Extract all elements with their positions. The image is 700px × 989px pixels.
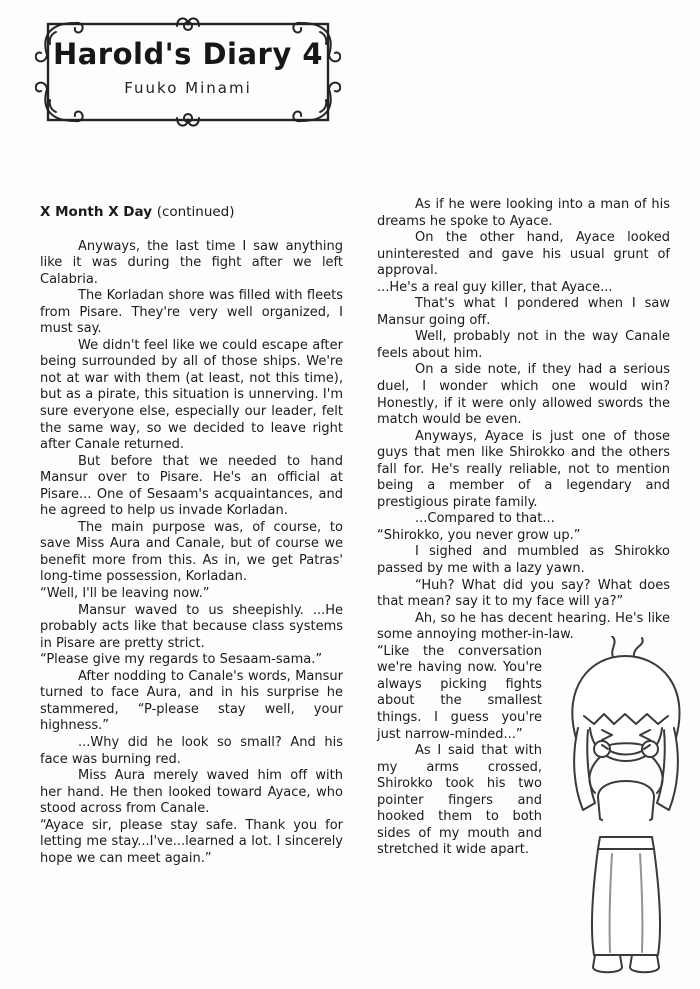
right-paragraphs-wrap bbox=[377, 644, 670, 859]
date-heading bbox=[40, 204, 343, 221]
diary-paragraph: Well, probably not in the way Canale feels about him. bbox=[377, 329, 670, 361]
diary-paragraph: Miss Aura merely waved him off with her hand. He then looked toward Ayace, who stood across from Canale. bbox=[40, 768, 343, 817]
diary-paragraph: The main purpose was, of course, to save Miss Aura and Canale, but of course we benefit more from this. As in, we get Patras' long-time possession, Korladan. bbox=[40, 519, 343, 585]
author-name: Fuuko Minami bbox=[124, 79, 252, 97]
diary-paragraph: Mansur waved to us sheepishly. ...He probably acts like that because class systems in Pisare are pretty strict. bbox=[40, 602, 343, 651]
diary-paragraph: ...Compared to that... bbox=[415, 511, 555, 527]
right-paragraphs-top bbox=[377, 197, 670, 644]
left-paragraphs bbox=[40, 239, 343, 868]
right-column bbox=[377, 197, 670, 981]
diary-paragraph: “Well, I'll be leaving now.” bbox=[40, 586, 210, 602]
diary-paragraph: On a side note, if they had a serious duel, I wonder which one would win? Honestly, if it were only allowed swords the match would be even. bbox=[377, 362, 670, 428]
diary-paragraph: I sighed and mumbled as Shirokko passed by me with a lazy yawn. bbox=[377, 544, 670, 577]
diary-paragraph: Anyways, Ayace is just one of those guys that men like Shirokko and the others fall for. He's really reliable, not to mention being a member of a legendary and prestigious pirate family. bbox=[377, 428, 670, 510]
diary-paragraph: We didn't feel like we could escape after being surrounded by all of those ships. We're not at war with them (at least, not this time), but as a pirate, this situation is unnerving. I'm sure everyone else, especially our leader, felt the same way, so we decided to leave right after Canale returned. bbox=[40, 337, 343, 453]
diary-paragraph: Ah, so he has decent hearing. He's like some annoying mother-in-law. bbox=[377, 610, 670, 643]
diary-paragraph: But before that we needed to hand Mansur over to Pisare. He's an official at Pisare... One of Sesaam's acquaintances, and he agreed to help us invade Korladan. bbox=[40, 453, 343, 519]
diary-paragraph: On the other hand, Ayace looked uninterested and gave his usual grunt of approval. bbox=[377, 230, 670, 279]
diary-paragraph: “Please give my regards to Sesaam-sama.” bbox=[40, 652, 323, 668]
diary-paragraph: ...He's a real guy killer, that Ayace... bbox=[377, 279, 613, 295]
diary-paragraph: “Shirokko, you never grow up.” bbox=[377, 527, 581, 543]
diary-paragraph: “Like the conversation we're having now. You're always picking fights about the smallest things. I guess you're just narrow-minded...” bbox=[377, 643, 542, 742]
diary-paragraph: As I said that with my arms crossed, Shirokko took his two pointer fingers and hooked them to both sides of my mouth and stretched it wide apart. bbox=[377, 743, 542, 858]
diary-paragraph: Anyways, the last time I saw anything like it was during the fight after we left Calabria. bbox=[40, 238, 343, 287]
chibi-character-illustration bbox=[550, 636, 700, 981]
date-heading-main: X Month X Day bbox=[40, 204, 153, 220]
diary-paragraph: ...Why did he look so small? And his face was burning red. bbox=[40, 734, 343, 767]
diary-paragraph: “Huh? What did you say? What does that mean? say it to my face will ya?” bbox=[377, 577, 670, 610]
diary-paragraph: That's what I pondered when I saw Mansur going off. bbox=[377, 296, 670, 328]
diary-paragraph: “Ayace sir, please stay safe. Thank you for letting me stay...I've...learned a lot. I sincerely hope we can meet again.” bbox=[40, 817, 343, 866]
left-column bbox=[40, 204, 343, 867]
chibi-girl-icon bbox=[550, 636, 700, 981]
diary-paragraph: As if he were looking into a man of his dreams he spoke to Ayace. bbox=[377, 197, 670, 229]
date-heading-note: (continued) bbox=[156, 204, 235, 220]
title-text bbox=[35, 37, 341, 97]
title-box bbox=[35, 15, 341, 129]
diary-paragraph: The Korladan shore was filled with fleets from Pisare. They're very well organized, I must say. bbox=[40, 288, 343, 337]
page-title: Harold's Diary 4 bbox=[52, 37, 324, 71]
diary-paragraph: After nodding to Canale's words, Mansur turned to face Aura, and in his surprise he stammered, “P-please stay well, your highness.” bbox=[40, 668, 343, 734]
